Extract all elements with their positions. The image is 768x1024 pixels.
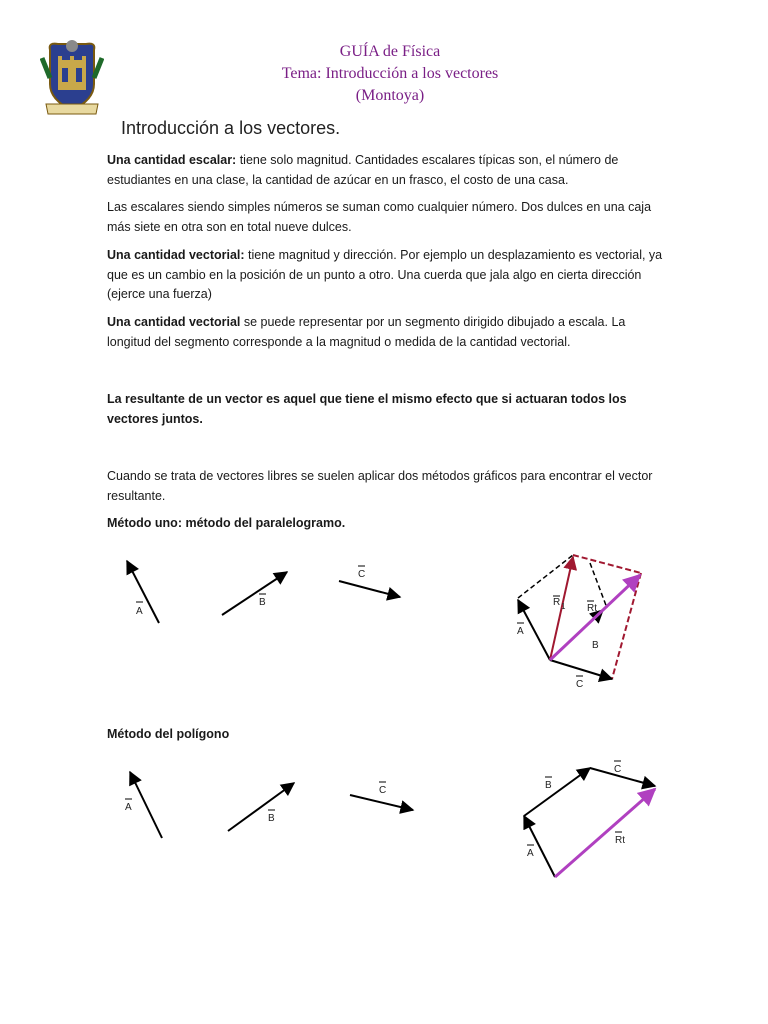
vector-a-arrow	[127, 561, 159, 623]
vector-b-arrow	[222, 572, 287, 615]
parallelogram-red-dashed-top	[573, 555, 641, 573]
polygon-c-label: C	[614, 764, 622, 775]
method-one-title: Método uno: método del paralelogramo.	[107, 516, 346, 530]
polygon-resultant-rt-arrow	[555, 789, 655, 877]
vector-a-label: A	[136, 606, 143, 617]
page-heading: Introducción a los vectores.	[121, 118, 341, 138]
composite-a-label: A	[517, 626, 524, 637]
vector-definition: tiene magnitud y dirección. Por ejemplo un desplazamiento es vectorial, ya que es un cambio en la posición de un punto a otro. Una cuerda que jala algo en cierta dirección (ejerce una fuerza)	[107, 248, 663, 301]
r1-label: R	[553, 597, 561, 608]
polygon-a-label: A	[527, 848, 534, 859]
r1-subscript: 1	[561, 602, 566, 611]
poly-vector-a-label: A	[125, 802, 132, 813]
vector-b-label: B	[259, 597, 266, 608]
guide-topic: Tema: Introducción a los vectores	[281, 65, 499, 82]
vector-representation-term: Una cantidad vectorial	[107, 315, 241, 329]
poly-vector-c-arrow	[350, 795, 413, 810]
polygon-c-arrow	[590, 768, 655, 786]
paragraph-graphic-methods: Cuando se trata de vectores libres se suelen aplicar dos métodos gráficos para encontrar el vector resultante.	[107, 469, 653, 503]
composite-b-label: B	[592, 640, 599, 651]
vector-c-label: C	[358, 569, 366, 580]
scalar-term: Una cantidad escalar:	[107, 153, 237, 167]
polygon-b-label: B	[545, 780, 552, 791]
paragraph-scalar-sum: Las escalares siendo simples números se suman como cualquier número. Dos dulces en una caja más siete en otra son en total nueve dulces.	[107, 200, 652, 234]
guide-title: GUÍA de Física	[339, 43, 441, 60]
rt-label-1: Rt	[587, 603, 597, 614]
poly-vector-a-arrow	[130, 772, 162, 838]
vector-c-arrow	[339, 581, 400, 597]
vector-representation-text: se puede representar por un segmento dirigido dibujado a escala. La longitud del segmento corresponde a la magnitud o medida de la cantidad vectorial.	[107, 315, 626, 349]
vector-term: Una cantidad vectorial:	[107, 248, 245, 262]
composite-c-label: C	[576, 679, 584, 690]
paragraph-resultant: La resultante de un vector es aquel que tiene el mismo efecto que si actuaran todos los vectores juntos.	[107, 392, 627, 426]
polygon-b-arrow	[524, 768, 590, 816]
polygon-a-arrow	[524, 816, 555, 877]
poly-vector-c-label: C	[379, 785, 387, 796]
rt-label-2: Rt	[615, 835, 625, 846]
scalar-definition: tiene solo magnitud. Cantidades escalares típicas son, el número de estudiantes en una clase, la cantidad de azúcar en un frasco, el costo de una casa.	[107, 153, 619, 187]
method-two-title: Método del polígono	[107, 727, 230, 741]
guide-author: (Montoya)	[355, 87, 425, 104]
poly-vector-b-label: B	[268, 813, 275, 824]
poly-vector-b-arrow	[228, 783, 294, 831]
